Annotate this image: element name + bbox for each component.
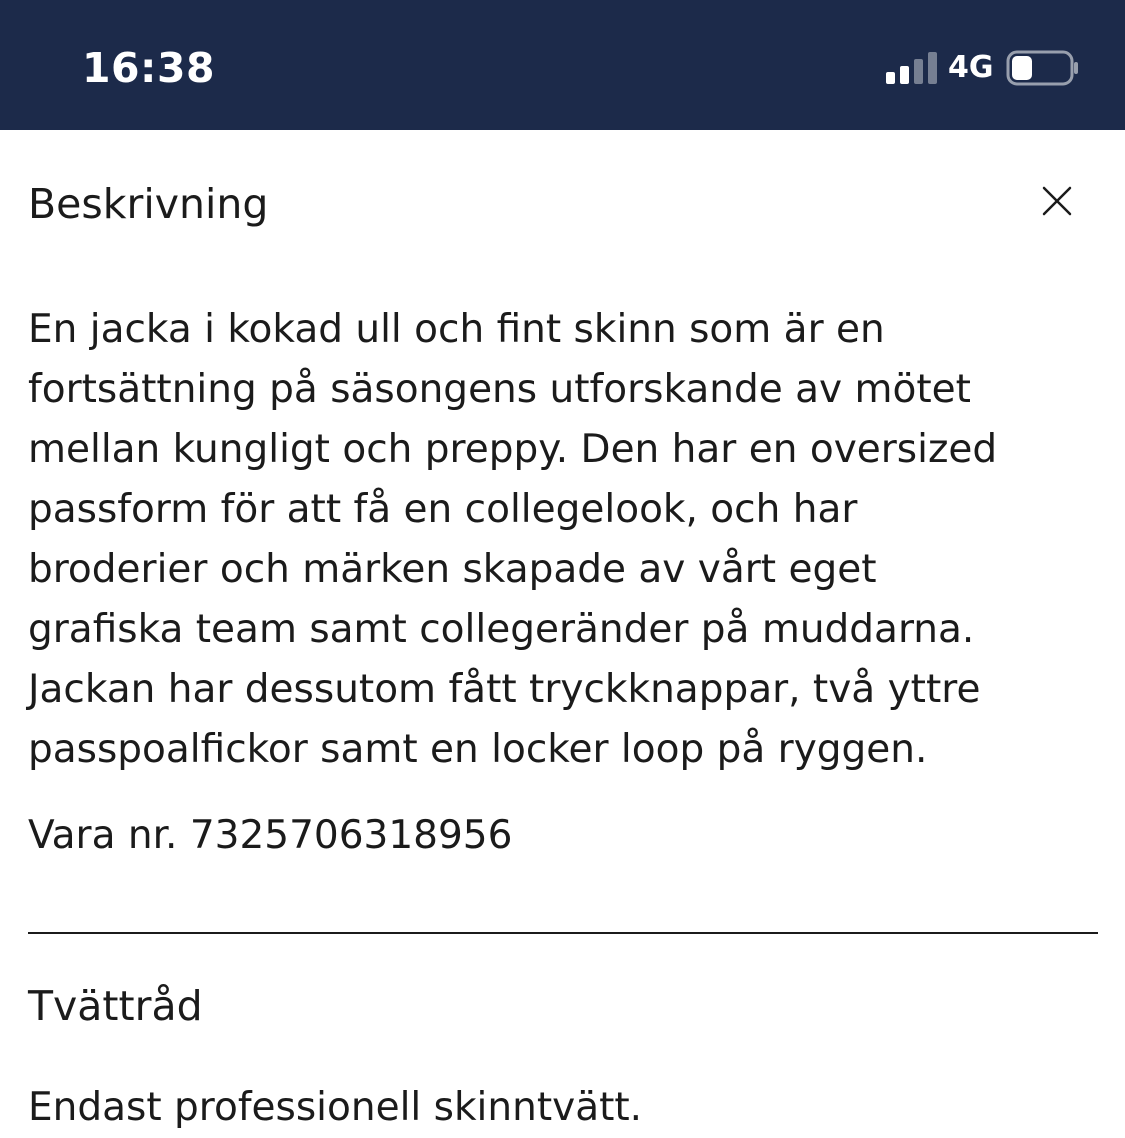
product-description: En jacka i kokad ull och fint skinn som är en fortsättning på säsongens utforskande av mötet mellan kungligt och preppy. Den har en oversized passform för att få en collegelook, och har broderier och märken skapade av vårt eget grafiska team samt collegeränder på muddarna. Jackan har dessutom fått tryckknappar, två yttre passpoalfickor samt en locker loop på ryggen. [28, 307, 998, 772]
section-divider [28, 932, 1098, 934]
description-title: Beskrivning [28, 180, 269, 228]
status-bar [0, 0, 1125, 130]
care-title: Tvättråd [28, 982, 203, 1030]
close-button[interactable] [1030, 176, 1084, 230]
signal-icon [886, 52, 938, 84]
battery-icon [1006, 50, 1080, 86]
network-type: 4G [948, 50, 994, 85]
care-instructions: Endast professionell skinntvätt. [28, 1085, 643, 1130]
article-number: Vara nr. 7325706318956 [28, 813, 513, 858]
status-time: 16:38 [82, 44, 216, 92]
close-icon [1030, 176, 1084, 230]
